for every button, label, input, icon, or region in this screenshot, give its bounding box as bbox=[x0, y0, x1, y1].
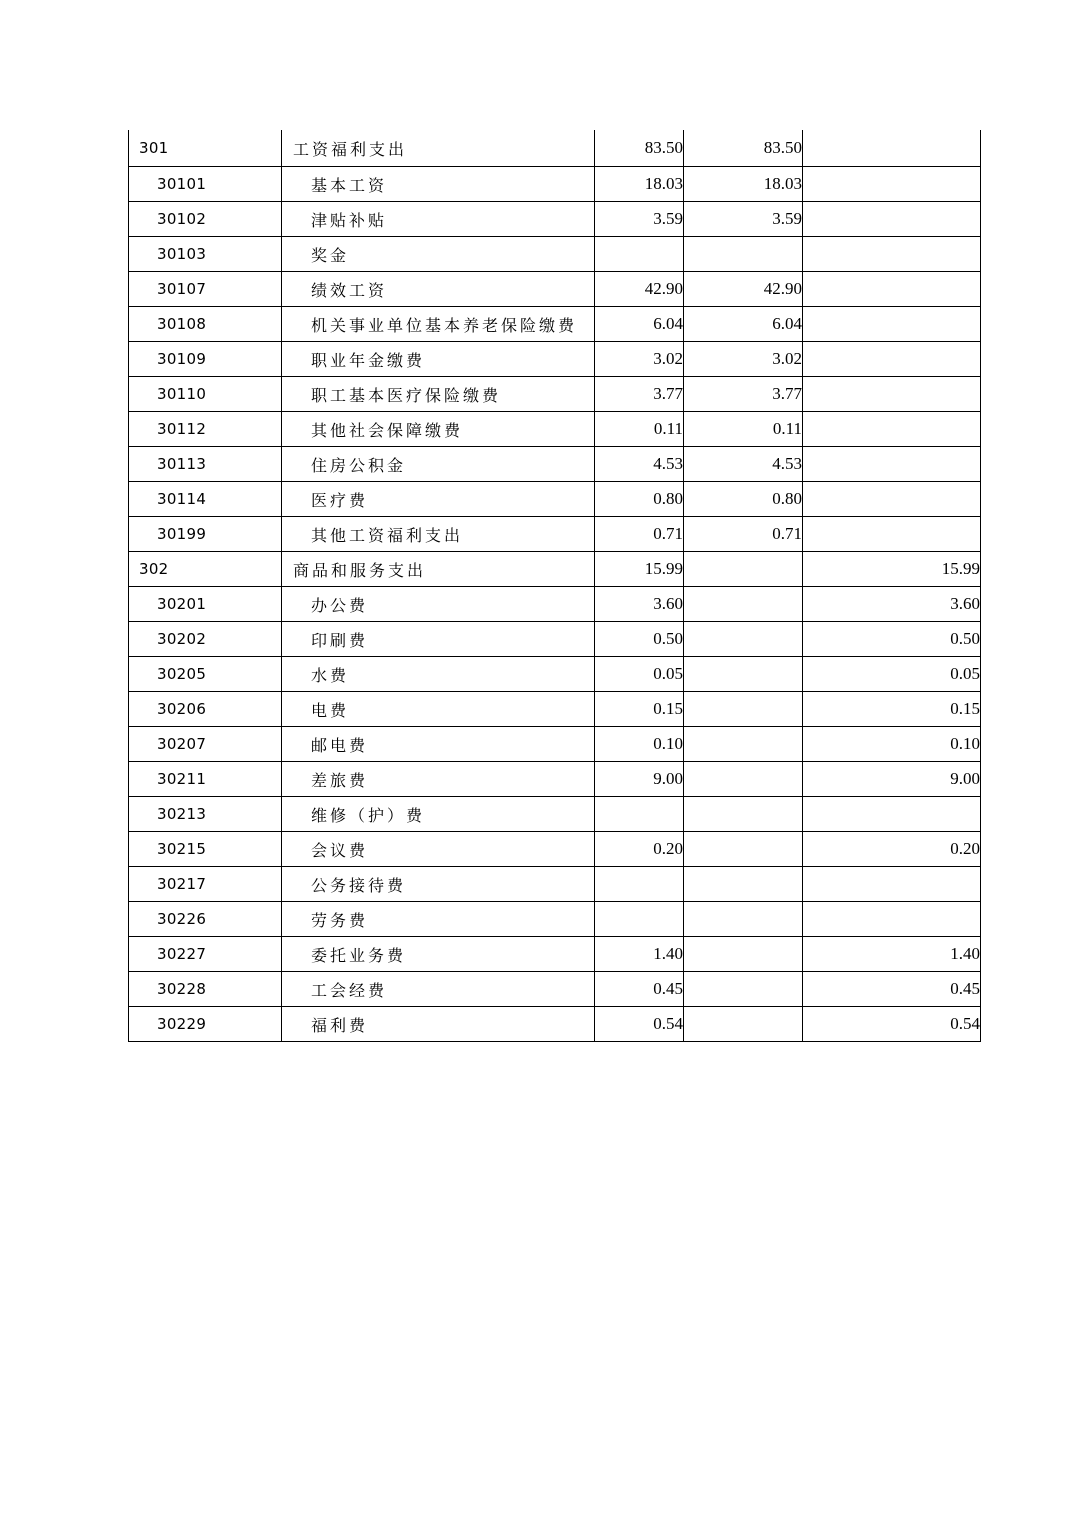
table-row bbox=[129, 412, 981, 447]
basic-expenditure-cell: 0.80 bbox=[684, 482, 803, 517]
total-amount-cell bbox=[595, 902, 684, 937]
basic-expenditure-cell: 18.03 bbox=[684, 167, 803, 202]
expenditure-table-body bbox=[129, 130, 981, 1042]
total-amount-cell: 9.00 bbox=[595, 762, 684, 797]
table-row bbox=[129, 797, 981, 832]
economic-code-cell: 30205 bbox=[129, 657, 282, 692]
basic-expenditure-cell: 3.02 bbox=[684, 342, 803, 377]
table-row bbox=[129, 972, 981, 1007]
basic-expenditure-cell bbox=[684, 657, 803, 692]
economic-code-cell: 30228 bbox=[129, 972, 282, 1007]
economic-code-cell: 302 bbox=[129, 552, 282, 587]
basic-expenditure-cell bbox=[684, 937, 803, 972]
project-expenditure-cell bbox=[803, 447, 981, 482]
total-amount-cell: 3.60 bbox=[595, 587, 684, 622]
project-expenditure-cell: 1.40 bbox=[803, 937, 981, 972]
project-expenditure-cell bbox=[803, 867, 981, 902]
economic-code-cell: 30213 bbox=[129, 797, 282, 832]
total-amount-cell: 0.11 bbox=[595, 412, 684, 447]
table-row bbox=[129, 447, 981, 482]
item-name-cell: 基本工资 bbox=[282, 167, 595, 202]
project-expenditure-cell: 15.99 bbox=[803, 552, 981, 587]
item-name-cell: 机关事业单位基本养老保险缴费 bbox=[282, 307, 595, 342]
economic-code-cell: 30102 bbox=[129, 202, 282, 237]
basic-expenditure-cell bbox=[684, 867, 803, 902]
table-row bbox=[129, 552, 981, 587]
item-name-cell: 其他社会保障缴费 bbox=[282, 412, 595, 447]
table-row bbox=[129, 342, 981, 377]
basic-expenditure-cell bbox=[684, 237, 803, 272]
economic-code-cell: 30107 bbox=[129, 272, 282, 307]
item-name-cell: 印刷费 bbox=[282, 622, 595, 657]
total-amount-cell: 0.45 bbox=[595, 972, 684, 1007]
project-expenditure-cell bbox=[803, 902, 981, 937]
item-name-cell: 公务接待费 bbox=[282, 867, 595, 902]
basic-expenditure-cell bbox=[684, 972, 803, 1007]
basic-expenditure-cell bbox=[684, 692, 803, 727]
table-row bbox=[129, 622, 981, 657]
item-name-cell: 职工基本医疗保险缴费 bbox=[282, 377, 595, 412]
project-expenditure-cell bbox=[803, 307, 981, 342]
economic-code-cell: 30114 bbox=[129, 482, 282, 517]
economic-code-cell: 30101 bbox=[129, 167, 282, 202]
total-amount-cell: 15.99 bbox=[595, 552, 684, 587]
total-amount-cell: 0.05 bbox=[595, 657, 684, 692]
table-row bbox=[129, 167, 981, 202]
project-expenditure-cell: 9.00 bbox=[803, 762, 981, 797]
basic-expenditure-cell: 0.71 bbox=[684, 517, 803, 552]
total-amount-cell: 0.15 bbox=[595, 692, 684, 727]
item-name-cell: 劳务费 bbox=[282, 902, 595, 937]
total-amount-cell: 6.04 bbox=[595, 307, 684, 342]
project-expenditure-cell bbox=[803, 797, 981, 832]
item-name-cell: 维修（护）费 bbox=[282, 797, 595, 832]
basic-expenditure-cell bbox=[684, 762, 803, 797]
project-expenditure-cell bbox=[803, 130, 981, 167]
economic-code-cell: 30217 bbox=[129, 867, 282, 902]
project-expenditure-cell: 0.10 bbox=[803, 727, 981, 762]
table-row bbox=[129, 657, 981, 692]
table-row bbox=[129, 272, 981, 307]
item-name-cell: 医疗费 bbox=[282, 482, 595, 517]
basic-expenditure-cell bbox=[684, 1007, 803, 1042]
table-row bbox=[129, 130, 981, 167]
project-expenditure-cell bbox=[803, 237, 981, 272]
item-name-cell: 商品和服务支出 bbox=[282, 552, 595, 587]
table-row bbox=[129, 832, 981, 867]
table-row bbox=[129, 482, 981, 517]
economic-code-cell: 30202 bbox=[129, 622, 282, 657]
item-name-cell: 委托业务费 bbox=[282, 937, 595, 972]
total-amount-cell: 0.54 bbox=[595, 1007, 684, 1042]
item-name-cell: 工会经费 bbox=[282, 972, 595, 1007]
basic-expenditure-cell bbox=[684, 727, 803, 762]
basic-expenditure-cell bbox=[684, 622, 803, 657]
project-expenditure-cell bbox=[803, 202, 981, 237]
basic-expenditure-cell: 3.77 bbox=[684, 377, 803, 412]
basic-expenditure-cell: 3.59 bbox=[684, 202, 803, 237]
table-row bbox=[129, 237, 981, 272]
basic-expenditure-cell bbox=[684, 587, 803, 622]
project-expenditure-cell: 0.45 bbox=[803, 972, 981, 1007]
table-row bbox=[129, 762, 981, 797]
project-expenditure-cell bbox=[803, 517, 981, 552]
project-expenditure-cell bbox=[803, 272, 981, 307]
table-row bbox=[129, 587, 981, 622]
table-row bbox=[129, 692, 981, 727]
economic-code-cell: 30229 bbox=[129, 1007, 282, 1042]
total-amount-cell: 4.53 bbox=[595, 447, 684, 482]
total-amount-cell: 0.80 bbox=[595, 482, 684, 517]
item-name-cell: 其他工资福利支出 bbox=[282, 517, 595, 552]
economic-code-cell: 30103 bbox=[129, 237, 282, 272]
economic-code-cell: 30215 bbox=[129, 832, 282, 867]
total-amount-cell: 3.59 bbox=[595, 202, 684, 237]
item-name-cell: 福利费 bbox=[282, 1007, 595, 1042]
economic-code-cell: 30199 bbox=[129, 517, 282, 552]
economic-code-cell: 30207 bbox=[129, 727, 282, 762]
total-amount-cell: 0.71 bbox=[595, 517, 684, 552]
economic-code-cell: 30206 bbox=[129, 692, 282, 727]
item-name-cell: 邮电费 bbox=[282, 727, 595, 762]
basic-expenditure-cell bbox=[684, 832, 803, 867]
economic-code-cell: 30110 bbox=[129, 377, 282, 412]
item-name-cell: 会议费 bbox=[282, 832, 595, 867]
economic-code-cell: 30227 bbox=[129, 937, 282, 972]
table-row bbox=[129, 902, 981, 937]
project-expenditure-cell: 0.54 bbox=[803, 1007, 981, 1042]
total-amount-cell: 42.90 bbox=[595, 272, 684, 307]
project-expenditure-cell bbox=[803, 377, 981, 412]
basic-expenditure-cell: 4.53 bbox=[684, 447, 803, 482]
total-amount-cell: 0.20 bbox=[595, 832, 684, 867]
project-expenditure-cell: 0.05 bbox=[803, 657, 981, 692]
expenditure-table bbox=[128, 130, 981, 1042]
table-row bbox=[129, 937, 981, 972]
item-name-cell: 差旅费 bbox=[282, 762, 595, 797]
total-amount-cell: 18.03 bbox=[595, 167, 684, 202]
project-expenditure-cell bbox=[803, 167, 981, 202]
table-row bbox=[129, 1007, 981, 1042]
total-amount-cell bbox=[595, 867, 684, 902]
economic-code-cell: 301 bbox=[129, 130, 282, 167]
table-row bbox=[129, 202, 981, 237]
item-name-cell: 工资福利支出 bbox=[282, 130, 595, 167]
item-name-cell: 职业年金缴费 bbox=[282, 342, 595, 377]
item-name-cell: 奖金 bbox=[282, 237, 595, 272]
economic-code-cell: 30109 bbox=[129, 342, 282, 377]
total-amount-cell: 1.40 bbox=[595, 937, 684, 972]
project-expenditure-cell: 3.60 bbox=[803, 587, 981, 622]
economic-code-cell: 30201 bbox=[129, 587, 282, 622]
project-expenditure-cell bbox=[803, 482, 981, 517]
project-expenditure-cell: 0.15 bbox=[803, 692, 981, 727]
item-name-cell: 电费 bbox=[282, 692, 595, 727]
project-expenditure-cell: 0.20 bbox=[803, 832, 981, 867]
project-expenditure-cell bbox=[803, 342, 981, 377]
economic-code-cell: 30226 bbox=[129, 902, 282, 937]
table-row bbox=[129, 727, 981, 762]
economic-code-cell: 30112 bbox=[129, 412, 282, 447]
item-name-cell: 津贴补贴 bbox=[282, 202, 595, 237]
item-name-cell: 绩效工资 bbox=[282, 272, 595, 307]
item-name-cell: 办公费 bbox=[282, 587, 595, 622]
basic-expenditure-cell: 0.11 bbox=[684, 412, 803, 447]
basic-expenditure-cell: 6.04 bbox=[684, 307, 803, 342]
item-name-cell: 水费 bbox=[282, 657, 595, 692]
project-expenditure-cell bbox=[803, 412, 981, 447]
total-amount-cell: 3.02 bbox=[595, 342, 684, 377]
table-row bbox=[129, 867, 981, 902]
table-row bbox=[129, 377, 981, 412]
table-row bbox=[129, 307, 981, 342]
economic-code-cell: 30211 bbox=[129, 762, 282, 797]
total-amount-cell: 83.50 bbox=[595, 130, 684, 167]
table-row bbox=[129, 517, 981, 552]
basic-expenditure-cell bbox=[684, 797, 803, 832]
basic-expenditure-cell: 42.90 bbox=[684, 272, 803, 307]
total-amount-cell: 3.77 bbox=[595, 377, 684, 412]
project-expenditure-cell: 0.50 bbox=[803, 622, 981, 657]
total-amount-cell bbox=[595, 797, 684, 832]
basic-expenditure-cell bbox=[684, 552, 803, 587]
total-amount-cell: 0.10 bbox=[595, 727, 684, 762]
economic-code-cell: 30113 bbox=[129, 447, 282, 482]
item-name-cell: 住房公积金 bbox=[282, 447, 595, 482]
total-amount-cell: 0.50 bbox=[595, 622, 684, 657]
total-amount-cell bbox=[595, 237, 684, 272]
basic-expenditure-cell: 83.50 bbox=[684, 130, 803, 167]
economic-code-cell: 30108 bbox=[129, 307, 282, 342]
basic-expenditure-cell bbox=[684, 902, 803, 937]
